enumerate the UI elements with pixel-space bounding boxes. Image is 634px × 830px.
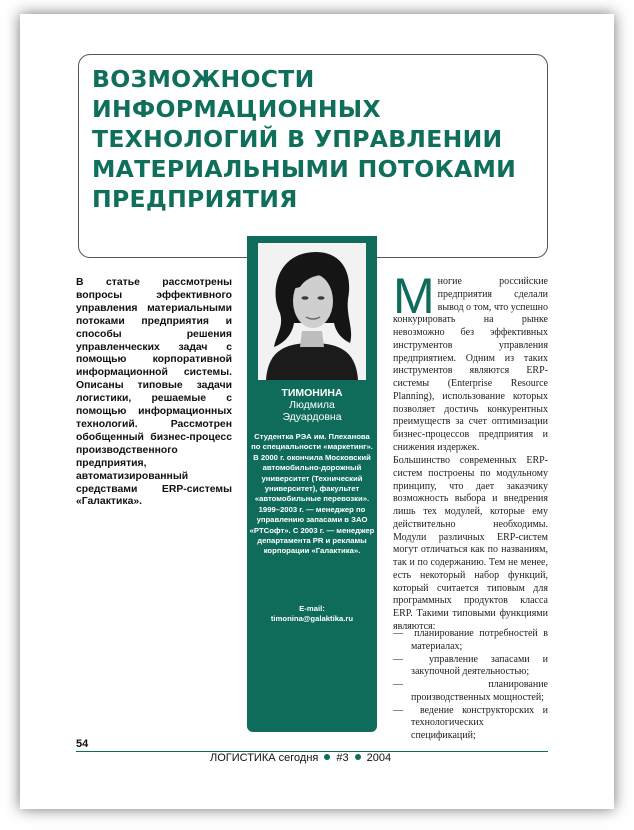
bullet-icon: [355, 754, 361, 760]
running-footer: [210, 752, 410, 765]
email-address: timonina@galaktika.ru: [270, 614, 354, 624]
body-paragraph: Большинство современных ERP-систем построены по модульному принципу, что дает заказчику возможность выбора и внедрения лишь тех модулей, которые ему действительно необходимы. Модули различных ERP-систем могут отличаться как по названиям, так и по содержанию. Тем не менее, есть некоторый набор функций, который считается типовым для программных продуктов класса ERP. Такими типовыми функциями являются:: [393, 455, 548, 632]
author-photo: [258, 243, 366, 380]
functions-list: [393, 628, 548, 743]
list-item: — планирование производственных мощностей;: [393, 679, 548, 705]
bullet-icon: [324, 754, 330, 760]
author-patronymic: Эдуардовна: [282, 411, 342, 423]
list-item: — планирование потребностей в материалах;: [393, 628, 548, 654]
drop-cap: М: [393, 268, 435, 324]
article-abstract: В статье рассмотрены вопросы эффективного управления материальными потоками предприятия и способы решения управленческих задач с помощью корпоративной информационной системы. Описаны типовые задачи логистики, решаемые с помощью информационных технологий. Рассмотрен обобщенный бизнес-процесс производственного предприятия, автоматизированный средствами ERP-системы «Галактика».: [76, 277, 232, 508]
author-contact: [249, 604, 375, 625]
author-bio: Студентка РЭА им. Плеханова по специальности «маркетинг». В 2000 г. окончила Московский автомобильно-дорожный университет (Технический университет), факультет «автомобильные перевозки». 1999–2003 г. — менеджер по управлению запасами в ЗАО «РТСофт». С 2003 г. — менеджер департамента PR и рекламы корпорации «Галактика».: [249, 432, 375, 556]
journal-name: ЛОГИСТИКА сегодня: [210, 752, 319, 764]
email-label: E-mail:: [299, 604, 325, 613]
page-number: 54: [76, 738, 89, 750]
list-item: — управление запасами и закупочной деятельностью;: [393, 654, 548, 680]
author-portrait-image: [258, 243, 366, 380]
intro-text: ногие российские предприятия сделали вывод о том, что успешно конкурировать на рынке невозможно без эффективных инструментов управления предприятием. Одним из таких инструментов являются ERP-системы (Enterprise Resource Planning), использование которых позволяет достичь конкурентных преимуществ за счет оптимизации бизнес-процессов предприятия и снижения издержек.: [393, 276, 548, 453]
intro-paragraph: [393, 268, 548, 455]
issue-number: #3: [336, 752, 349, 764]
list-item: — ведение конструкторских и технологических спецификаций;: [393, 705, 548, 743]
author-name: [249, 387, 375, 423]
issue-year: 2004: [366, 752, 392, 764]
author-surname: ТИМОНИНА: [281, 387, 343, 399]
author-first-name: Людмила: [289, 399, 335, 411]
article-title: ВОЗМОЖНОСТИ ИНФОРМАЦИОННЫХ ТЕХНОЛОГИЙ В УПРАВЛЕНИИ МАТЕРИАЛЬНЫМИ ПОТОКАМИ ПРЕДПРИЯТИЯ: [92, 65, 517, 213]
